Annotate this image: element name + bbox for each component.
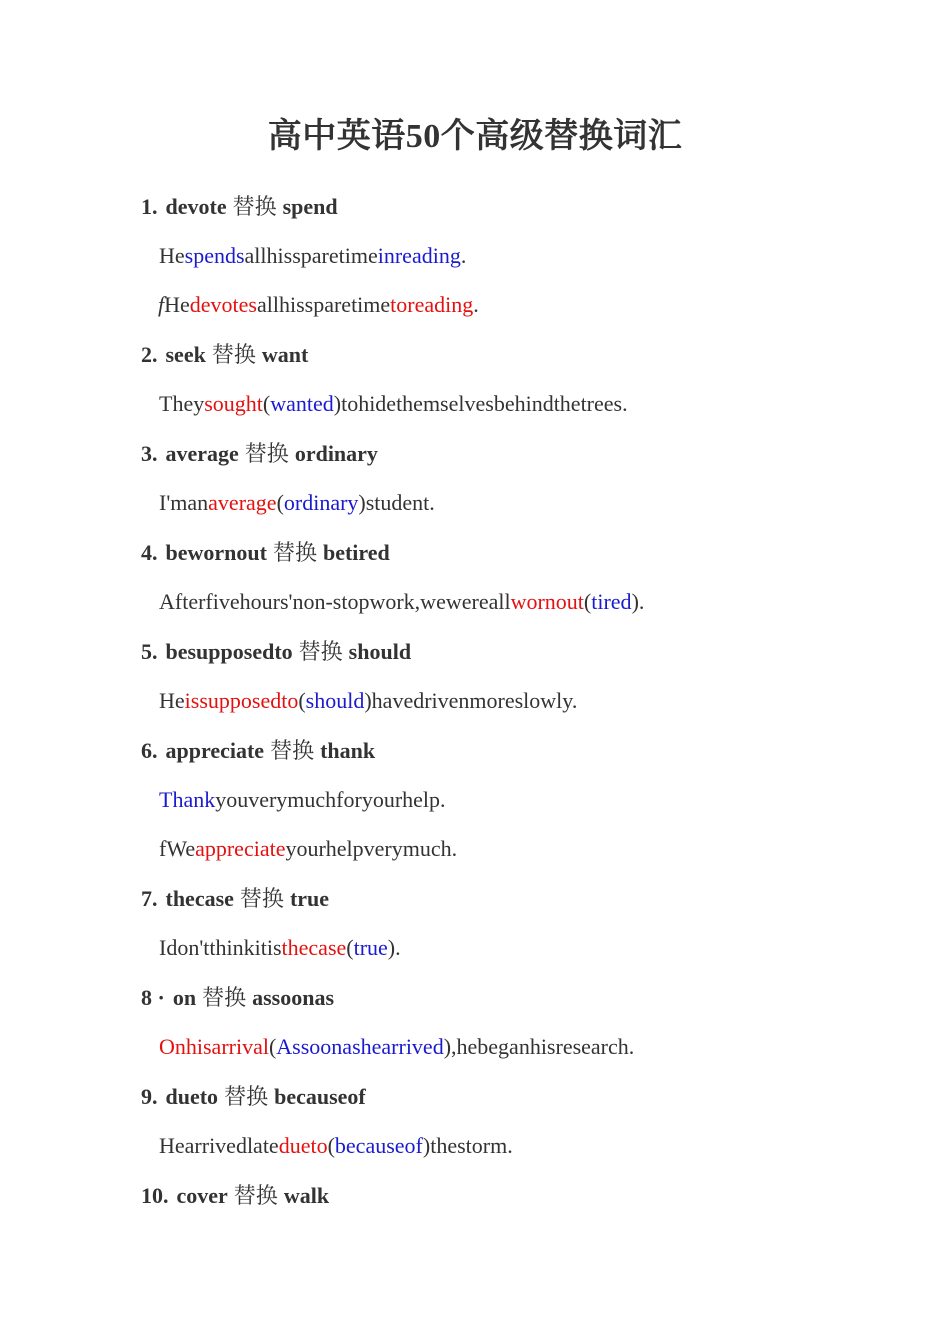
basic-phrase: wanted xyxy=(270,391,334,416)
basic-word: should xyxy=(348,639,412,664)
item-number: 8 · xyxy=(141,985,165,1010)
vocab-heading xyxy=(141,539,390,567)
sentence-text: ( xyxy=(268,1034,277,1059)
replace-label: 替换 xyxy=(232,194,277,219)
item-number: 7. xyxy=(141,886,158,911)
vocab-heading xyxy=(141,440,378,468)
sentence-text: )havedrivenmoreslowly. xyxy=(364,688,578,713)
item-number: 1. xyxy=(141,194,158,219)
advanced-phrase: devotes xyxy=(189,292,257,317)
advanced-word: average xyxy=(165,441,239,466)
advanced-phrase: wornout xyxy=(510,589,584,614)
vocab-heading xyxy=(141,737,375,765)
sentence-text: allhissparetime xyxy=(256,292,391,317)
advanced-phrase: Onhisarrival xyxy=(159,1034,269,1059)
item-number: 4. xyxy=(141,540,158,565)
example-sentence xyxy=(159,588,644,616)
basic-word: betired xyxy=(322,540,390,565)
sentence-text: . xyxy=(460,243,467,268)
advanced-word: cover xyxy=(176,1183,228,1208)
basic-phrase: tired xyxy=(591,589,632,614)
item-number: 3. xyxy=(141,441,158,466)
basic-phrase: Assoonashearrived xyxy=(276,1034,444,1059)
sentence-text: )tohidethemselvesbehindthetrees. xyxy=(333,391,628,416)
example-sentence xyxy=(159,786,446,814)
sentence-text: )thestorm. xyxy=(422,1133,513,1158)
example-sentence xyxy=(159,687,577,715)
replace-label: 替换 xyxy=(224,1084,269,1109)
item-number: 9. xyxy=(141,1084,158,1109)
item-number: 10. xyxy=(141,1183,169,1208)
vocab-heading xyxy=(141,1083,366,1111)
advanced-word: besupposedto xyxy=(165,639,293,664)
sentence-text: ). xyxy=(387,935,401,960)
example-sentence xyxy=(159,489,435,517)
sentence-text: fWe xyxy=(159,836,196,861)
page-title: 高中英语50个高级替换词汇 xyxy=(267,118,683,155)
advanced-word: bewornout xyxy=(165,540,267,565)
vocab-heading xyxy=(141,1182,329,1210)
example-sentence xyxy=(159,1033,634,1061)
advanced-phrase: sought xyxy=(204,391,263,416)
replace-label: 替换 xyxy=(272,540,317,565)
example-sentence xyxy=(159,242,466,270)
replace-label: 替换 xyxy=(233,1183,278,1208)
basic-word: becauseof xyxy=(274,1084,366,1109)
replace-label: 替换 xyxy=(298,639,343,664)
basic-phrase: should xyxy=(305,688,365,713)
sentence-text: )student. xyxy=(358,490,435,515)
example-sentence xyxy=(159,835,457,863)
sentence-text: ( xyxy=(583,589,592,614)
replace-label: 替换 xyxy=(270,738,315,763)
advanced-word: thecase xyxy=(165,886,234,911)
advanced-word: devote xyxy=(165,194,227,219)
sentence-text: He xyxy=(164,292,190,317)
advanced-phrase: appreciate xyxy=(195,836,286,861)
basic-phrase: ordinary xyxy=(283,490,359,515)
example-sentence xyxy=(159,390,628,418)
basic-word: ordinary xyxy=(294,441,378,466)
advanced-word: appreciate xyxy=(165,738,265,763)
advanced-phrase: toreading xyxy=(390,292,474,317)
sentence-text: youverymuchforyourhelp. xyxy=(215,787,446,812)
advanced-word: seek xyxy=(165,342,206,367)
advanced-phrase: thecase xyxy=(281,935,347,960)
sentence-text: Afterfivehours'non-stopwork,wewereall xyxy=(159,589,511,614)
example-sentence xyxy=(159,1132,513,1160)
sentence-text: allhissparetime xyxy=(244,243,378,268)
item-number: 5. xyxy=(141,639,158,664)
sentence-text: f xyxy=(158,292,165,317)
sentence-text: ( xyxy=(327,1133,335,1158)
advanced-word: dueto xyxy=(165,1084,219,1109)
item-number: 2. xyxy=(141,342,158,367)
vocab-heading xyxy=(141,984,334,1012)
example-sentence xyxy=(159,934,401,962)
basic-phrase: inreading xyxy=(377,243,461,268)
sentence-text: ( xyxy=(276,490,284,515)
replace-label: 替换 xyxy=(244,441,289,466)
basic-phrase: true xyxy=(353,935,388,960)
basic-phrase: spends xyxy=(184,243,245,268)
advanced-word: on xyxy=(172,985,197,1010)
item-number: 6. xyxy=(141,738,158,763)
advanced-phrase: issupposedto xyxy=(184,688,299,713)
sentence-text: Idon'tthinkitis xyxy=(159,935,282,960)
basic-word: walk xyxy=(283,1183,330,1208)
sentence-text: yourhelpverymuch. xyxy=(285,836,458,861)
basic-word: spend xyxy=(282,194,338,219)
basic-word: thank xyxy=(320,738,376,763)
replace-label: 替换 xyxy=(202,985,247,1010)
replace-label: 替换 xyxy=(239,886,284,911)
advanced-phrase: dueto xyxy=(278,1133,328,1158)
basic-phrase: becauseof xyxy=(334,1133,423,1158)
basic-phrase: Thank xyxy=(159,787,216,812)
sentence-text: They xyxy=(159,391,205,416)
vocab-heading xyxy=(141,341,308,369)
sentence-text: I'man xyxy=(159,490,209,515)
advanced-phrase: average xyxy=(208,490,277,515)
sentence-text: He xyxy=(159,243,185,268)
basic-word: assoonas xyxy=(252,985,335,1010)
sentence-text: . xyxy=(473,292,479,317)
sentence-text: ),hebeganhisresearch. xyxy=(443,1034,635,1059)
vocab-heading xyxy=(141,193,338,221)
example-sentence xyxy=(158,291,479,319)
vocab-heading xyxy=(141,885,329,913)
sentence-text: ). xyxy=(631,589,645,614)
basic-word: true xyxy=(289,886,330,911)
sentence-text: ( xyxy=(262,391,271,416)
sentence-text: ( xyxy=(298,688,306,713)
sentence-text: Hearrivedlate xyxy=(159,1133,279,1158)
vocab-heading xyxy=(141,638,411,666)
basic-word: want xyxy=(261,342,309,367)
sentence-text: He xyxy=(159,688,185,713)
sentence-text: ( xyxy=(346,935,354,960)
replace-label: 替换 xyxy=(211,342,256,367)
